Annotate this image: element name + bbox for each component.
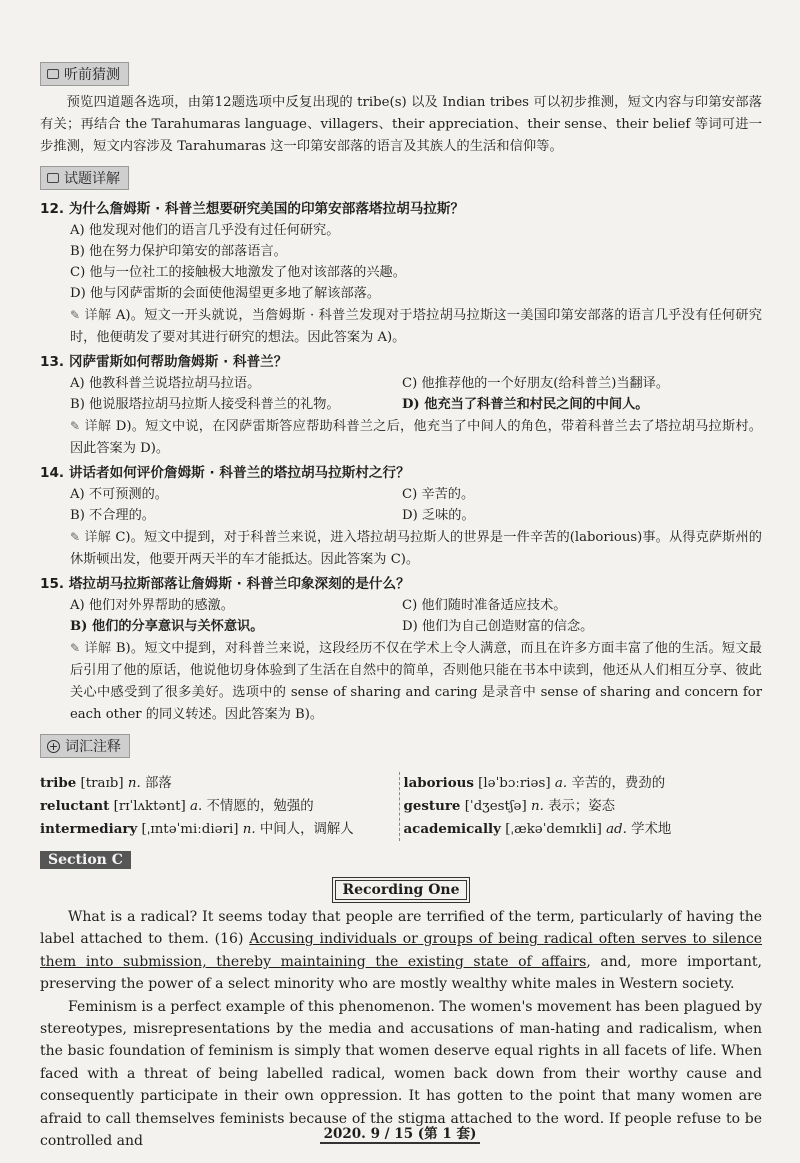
vocab-entry <box>404 795 763 818</box>
answer-detail <box>40 637 762 726</box>
vocab-meaning: 辛苦的，费劲的 <box>571 776 666 791</box>
option-correct: D) 他充当了科普兰和村民之间的中间人。 <box>402 397 649 412</box>
vocab-column-right <box>399 772 763 841</box>
prelisten-label: 听前猜测 <box>64 67 120 83</box>
question-stem: 14. 讲话者如何评价詹姆斯 · 科普兰的塔拉胡马拉斯村之行？ <box>40 465 410 481</box>
vocab-pos: n. <box>530 799 544 814</box>
vocab-meaning: 表示；姿态 <box>548 799 616 814</box>
vocab-ipa: [ˌækəˈdemɪkli] <box>505 822 602 837</box>
page-content <box>40 62 762 1152</box>
option-row <box>40 373 762 394</box>
vocab-entry <box>40 795 399 818</box>
vocab-word: academically <box>403 821 501 837</box>
question-12 <box>40 198 762 349</box>
answer-detail <box>40 526 762 571</box>
headphone-icon <box>47 69 59 79</box>
underlined-answer: Accusing individuals or groups of being radical often serves to silence them into submission, thereby maintaining the existing state of affairs <box>40 931 762 970</box>
vocab-label: 词汇注释 <box>65 739 121 755</box>
option-row <box>40 595 762 616</box>
plus-circle-icon: + <box>48 739 59 753</box>
option: A) 他教科普兰说塔拉胡马拉语。 <box>70 376 261 391</box>
footer-text: 2020. 9 / 15 (第 1 套) <box>320 1126 481 1144</box>
vocab-word: gesture <box>403 798 461 814</box>
detail-label: 详解 <box>84 641 112 656</box>
vocab-pos: n. <box>242 822 256 837</box>
vocab-list <box>40 772 762 841</box>
vocab-word: reluctant <box>40 798 110 814</box>
option-row <box>40 505 762 526</box>
section-c-label: Section C <box>40 851 131 869</box>
vocab-meaning: 中间人，调解人 <box>259 822 354 837</box>
vocab-ipa: [ˌɪntəˈmiːdiəri] <box>141 822 239 837</box>
option: B) 不合理的。 <box>70 508 155 523</box>
page-footer <box>0 1122 800 1142</box>
option: D) 他们为自己创造财富的信念。 <box>402 619 594 634</box>
option: A) 他们对外界帮助的感激。 <box>70 598 234 613</box>
option-correct: B) 他们的分享意识与关怀意识。 <box>70 619 264 634</box>
question-stem: 15. 塔拉胡马拉斯部落让詹姆斯 · 科普兰印象深刻的是什么？ <box>40 576 410 592</box>
pencil-icon: ✎ <box>70 530 81 544</box>
detail-label: 详解 <box>84 419 112 434</box>
option: B) 他在努力保护印第安的部落语言。 <box>70 244 287 259</box>
vocab-pos: n. <box>127 776 141 791</box>
vocab-entry <box>40 772 399 795</box>
option-row <box>40 484 762 505</box>
answer-detail <box>40 415 762 460</box>
prelisten-text: 预览四道题各选项，由第12题选项中反复出现的 tribe(s) 以及 Indian tribes 可以初步推测，短文内容与印第安部落有关；再结合 the Tarahumaras language、villagers、their appreciation、their sense、their belief 等词可进一步推测，短文内容涉及 Tarahumaras 这一印第安部落的语言及其族人的生活和信仰等。 <box>40 95 762 154</box>
vocab-meaning: 不情愿的，勉强的 <box>206 799 314 814</box>
vocab-meaning: 学术地 <box>631 822 672 837</box>
vocab-word: intermediary <box>40 821 138 837</box>
pencil-icon: ✎ <box>70 308 81 322</box>
vocab-entry <box>404 772 763 795</box>
question-15 <box>40 573 762 726</box>
option: D) 乏味的。 <box>402 508 475 523</box>
option: B) 他说服塔拉胡马拉斯人接受科普兰的礼物。 <box>70 397 340 412</box>
option: C) 辛苦的。 <box>402 487 475 502</box>
vocab-ipa: [rɪˈlʌktənt] <box>113 799 186 814</box>
option-row <box>40 394 762 415</box>
vocab-ipa: [ləˈbɔːriəs] <box>478 776 551 791</box>
vocab-pos: ad. <box>606 822 627 837</box>
analysis-tag <box>40 166 129 190</box>
pencil-icon: ✎ <box>70 419 81 433</box>
question-stem: 13. 冈萨雷斯如何帮助詹姆斯 · 科普兰？ <box>40 354 288 370</box>
detail-text: D)。短文中说，在冈萨雷斯答应帮助科普兰之后，他充当了中间人的角色，带着科普兰去了塔拉胡马拉斯村。因此答案为 D)。 <box>70 419 762 456</box>
vocab-ipa: [traɪb] <box>80 776 124 791</box>
option: C) 他们随时准备适应技术。 <box>402 598 567 613</box>
option: D) 他与冈萨雷斯的会面使他渴望更多地了解该部落。 <box>70 286 381 301</box>
vocab-column-left <box>40 772 399 841</box>
detail-text: B)。短文中提到，对科普兰来说，这段经历不仅在学术上令人满意，而且在许多方面丰富了他的生活。短文最后引用了他的原话，他说他切身体验到了生活在自然中的简单，否则他只能在书本中读到，他还从人们相互分享、彼此关心中感受到了很多美好。选项中的 sense of sharing and caring 是录音中 sense of sharing and concern for each other 的同义转述。因此答案为 B)。 <box>70 641 762 722</box>
vocab-pos: a. <box>189 799 203 814</box>
vocab-word: tribe <box>40 775 77 791</box>
option: A) 不可预测的。 <box>70 487 168 502</box>
option: C) 他推荐他的一个好朋友(给科普兰)当翻译。 <box>402 376 670 391</box>
passage-text: , and, more important, preserving the power of a select minority who are mostly wealthy white males in Western society. <box>40 953 762 993</box>
passage-paragraph-1 <box>40 906 762 996</box>
option: C) 他与一位社工的接触极大地激发了他对该部落的兴趣。 <box>70 265 406 280</box>
vocab-pos: a. <box>554 776 568 791</box>
detail-label: 详解 <box>84 308 112 323</box>
question-stem: 12. 为什么詹姆斯 · 科普兰想要研究美国的印第安部落塔拉胡马拉斯？ <box>40 201 465 217</box>
vocab-tag <box>40 734 130 758</box>
vocab-entry <box>40 818 399 841</box>
option-row <box>40 616 762 637</box>
document-icon <box>47 173 59 183</box>
question-13 <box>40 351 762 460</box>
prelisten-tag <box>40 62 129 86</box>
vocab-meaning: 部落 <box>144 776 172 791</box>
passage-text: What is a radical? It seems today that people are terrified of the term, particularly of having the label attached to them. (16) <box>40 909 762 948</box>
pencil-icon: ✎ <box>70 641 81 655</box>
recording-title: Recording One <box>335 880 466 900</box>
detail-label: 详解 <box>84 530 111 545</box>
vocab-entry <box>404 818 763 841</box>
analysis-label: 试题详解 <box>64 171 120 187</box>
option: A) 他发现对他们的语言几乎没有过任何研究。 <box>70 223 340 238</box>
question-14 <box>40 462 762 571</box>
detail-text: C)。短文中提到，对于科普兰来说，进入塔拉胡马拉斯人的世界是一件辛苦的(laborious)事。从得克萨斯州的休斯顿出发，他要开两天半的车才能抵达。因此答案为 C)。 <box>70 530 762 567</box>
answer-detail <box>40 304 762 349</box>
recording-title-wrap <box>40 879 762 900</box>
vocab-word: laborious <box>403 775 474 791</box>
passage-paragraph-2: Feminism is a perfect example of this phenomenon. The women's movement has been plagued by stereotypes, misrepresentations by the media and accusations of man-hating and radicalism, when the basic foundation of feminism is simply that women deserve equal rights in all facets of life. When faced with a threat of being labelled radical, women back down from their worthy cause and consequently participate in their own oppression. It has gotten to the point that many women are afraid to call themselves feminists because of the stigma attached to the word. If people refuse to be controlled and <box>40 998 762 1150</box>
vocab-ipa: [ˈdʒestʃə] <box>464 799 527 814</box>
detail-text: A)。短文一开头就说，当詹姆斯 · 科普兰发现对于塔拉胡马拉斯这一美国印第安部落的语言几乎没有任何研究时，他便萌发了要对其进行研究的想法。因此答案为 A)。 <box>70 308 762 345</box>
